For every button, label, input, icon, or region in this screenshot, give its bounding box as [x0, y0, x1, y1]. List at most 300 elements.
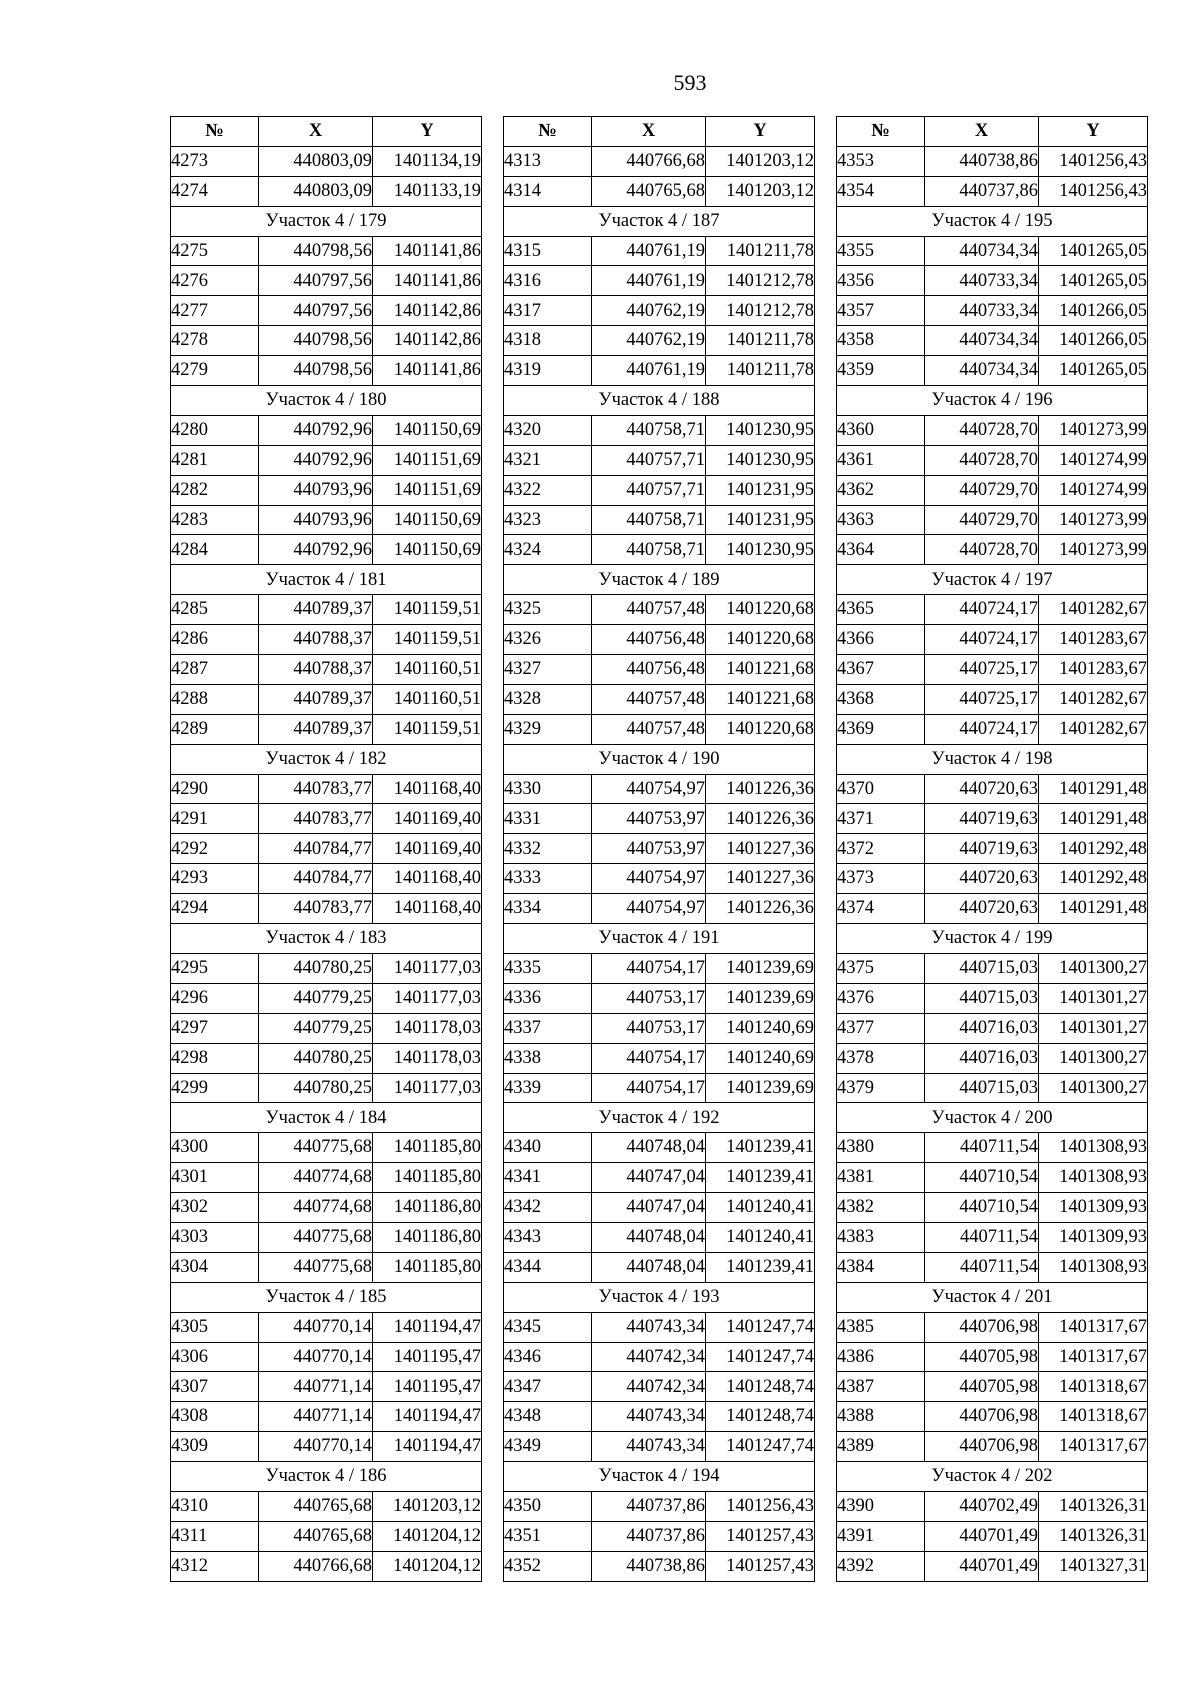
y-coordinate-cell: 1401151,69 [373, 445, 482, 475]
point-number-cell: 4373 [837, 864, 925, 894]
y-coordinate-cell: 1401221,68 [706, 655, 815, 685]
point-number-cell: 4347 [504, 1372, 592, 1402]
x-coordinate-cell: 440719,63 [925, 834, 1039, 864]
section-label: Участок 4 / 181 [171, 565, 482, 595]
x-coordinate-cell: 440725,17 [925, 684, 1039, 714]
table-row [171, 535, 482, 565]
x-coordinate-cell: 440758,71 [592, 415, 706, 445]
point-number-cell: 4287 [171, 655, 259, 685]
y-coordinate-cell: 1401326,31 [1039, 1521, 1148, 1551]
x-coordinate-cell: 440783,77 [259, 804, 373, 834]
table-row [837, 1073, 1148, 1103]
table-row [171, 983, 482, 1013]
point-number-cell: 4365 [837, 595, 925, 625]
table-row [504, 326, 815, 356]
y-coordinate-cell: 1401185,80 [373, 1133, 482, 1163]
point-number-cell: 4379 [837, 1073, 925, 1103]
x-coordinate-cell: 440792,96 [259, 535, 373, 565]
section-label: Участок 4 / 190 [504, 744, 815, 774]
point-number-cell: 4297 [171, 1013, 259, 1043]
point-number-cell: 4306 [171, 1342, 259, 1372]
table-row [837, 1551, 1148, 1581]
point-number-cell: 4358 [837, 326, 925, 356]
point-number-cell: 4302 [171, 1193, 259, 1223]
table-row [837, 684, 1148, 714]
table-row [504, 714, 815, 744]
section-row [171, 924, 482, 954]
table-row [504, 535, 815, 565]
x-coordinate-cell: 440734,34 [925, 326, 1039, 356]
y-coordinate-cell: 1401231,95 [706, 505, 815, 535]
table-row [171, 1432, 482, 1462]
table-row [504, 1013, 815, 1043]
point-number-cell: 4387 [837, 1372, 925, 1402]
table-row [837, 953, 1148, 983]
section-label: Участок 4 / 196 [837, 386, 1148, 416]
section-row [504, 1282, 815, 1312]
y-coordinate-cell: 1401220,68 [706, 595, 815, 625]
point-number-cell: 4284 [171, 535, 259, 565]
point-number-cell: 4346 [504, 1342, 592, 1372]
table-row [837, 415, 1148, 445]
x-coordinate-cell: 440724,17 [925, 625, 1039, 655]
point-number-cell: 4325 [504, 595, 592, 625]
y-coordinate-cell: 1401141,86 [373, 266, 482, 296]
point-number-cell: 4357 [837, 296, 925, 326]
table-row [504, 1222, 815, 1252]
y-coordinate-cell: 1401248,74 [706, 1402, 815, 1432]
x-coordinate-cell: 440742,34 [592, 1372, 706, 1402]
table-row [171, 1491, 482, 1521]
point-number-cell: 4324 [504, 535, 592, 565]
table-row [171, 415, 482, 445]
point-number-cell: 4392 [837, 1551, 925, 1581]
point-number-cell: 4285 [171, 595, 259, 625]
y-coordinate-cell: 1401291,48 [1039, 894, 1148, 924]
table-row [504, 1193, 815, 1223]
y-coordinate-cell: 1401151,69 [373, 475, 482, 505]
x-coordinate-cell: 440757,48 [592, 714, 706, 744]
table-row [171, 1163, 482, 1193]
table-row [837, 1193, 1148, 1223]
point-number-cell: 4339 [504, 1073, 592, 1103]
y-coordinate-cell: 1401283,67 [1039, 655, 1148, 685]
table-row [837, 655, 1148, 685]
point-number-cell: 4304 [171, 1252, 259, 1282]
point-number-cell: 4299 [171, 1073, 259, 1103]
y-coordinate-cell: 1401195,47 [373, 1342, 482, 1372]
y-coordinate-cell: 1401185,80 [373, 1252, 482, 1282]
point-number-cell: 4353 [837, 146, 925, 176]
y-coordinate-cell: 1401203,12 [373, 1491, 482, 1521]
y-coordinate-cell: 1401256,43 [1039, 176, 1148, 206]
y-coordinate-cell: 1401159,51 [373, 625, 482, 655]
x-coordinate-cell: 440780,25 [259, 1043, 373, 1073]
x-coordinate-cell: 440754,97 [592, 774, 706, 804]
table-row [837, 1402, 1148, 1432]
x-coordinate-cell: 440733,34 [925, 296, 1039, 326]
table-row [837, 1013, 1148, 1043]
x-coordinate-cell: 440710,54 [925, 1163, 1039, 1193]
x-coordinate-cell: 440756,48 [592, 625, 706, 655]
x-coordinate-cell: 440775,68 [259, 1133, 373, 1163]
x-coordinate-cell: 440792,96 [259, 415, 373, 445]
y-coordinate-cell: 1401159,51 [373, 714, 482, 744]
table-row [504, 296, 815, 326]
y-coordinate-cell: 1401204,12 [373, 1521, 482, 1551]
table-row [171, 804, 482, 834]
y-coordinate-cell: 1401195,47 [373, 1372, 482, 1402]
table-row [171, 684, 482, 714]
y-coordinate-cell: 1401240,41 [706, 1222, 815, 1252]
table-row [504, 236, 815, 266]
table-row [171, 834, 482, 864]
section-row [171, 1462, 482, 1492]
x-coordinate-cell: 440702,49 [925, 1491, 1039, 1521]
point-number-cell: 4334 [504, 894, 592, 924]
x-coordinate-cell: 440743,34 [592, 1432, 706, 1462]
table-row [504, 834, 815, 864]
point-number-cell: 4332 [504, 834, 592, 864]
y-coordinate-cell: 1401168,40 [373, 894, 482, 924]
table-row [171, 1073, 482, 1103]
point-number-cell: 4281 [171, 445, 259, 475]
point-number-cell: 4356 [837, 266, 925, 296]
table-row [504, 1551, 815, 1581]
point-number-cell: 4391 [837, 1521, 925, 1551]
y-coordinate-cell: 1401212,78 [706, 296, 815, 326]
coordinates-table-2 [503, 116, 815, 1582]
point-number-cell: 4345 [504, 1312, 592, 1342]
y-coordinate-cell: 1401317,67 [1039, 1312, 1148, 1342]
table-row [837, 505, 1148, 535]
table-row [504, 595, 815, 625]
y-coordinate-cell: 1401226,36 [706, 804, 815, 834]
section-label: Участок 4 / 180 [171, 386, 482, 416]
section-row [837, 1462, 1148, 1492]
y-coordinate-cell: 1401247,74 [706, 1342, 815, 1372]
point-number-cell: 4326 [504, 625, 592, 655]
table-row [171, 1222, 482, 1252]
y-coordinate-cell: 1401178,03 [373, 1013, 482, 1043]
y-coordinate-cell: 1401133,19 [373, 176, 482, 206]
y-coordinate-cell: 1401169,40 [373, 834, 482, 864]
y-coordinate-cell: 1401256,43 [1039, 146, 1148, 176]
x-coordinate-cell: 440797,56 [259, 266, 373, 296]
x-coordinate-cell: 440771,14 [259, 1372, 373, 1402]
y-coordinate-cell: 1401203,12 [706, 146, 815, 176]
section-row [504, 386, 815, 416]
y-coordinate-cell: 1401292,48 [1039, 864, 1148, 894]
x-coordinate-cell: 440716,03 [925, 1043, 1039, 1073]
table-row [171, 1013, 482, 1043]
x-coordinate-cell: 440783,77 [259, 774, 373, 804]
point-number-cell: 4274 [171, 176, 259, 206]
point-number-cell: 4290 [171, 774, 259, 804]
point-number-cell: 4344 [504, 1252, 592, 1282]
table-row [171, 1312, 482, 1342]
point-number-cell: 4371 [837, 804, 925, 834]
section-label: Участок 4 / 198 [837, 744, 1148, 774]
x-coordinate-cell: 440701,49 [925, 1521, 1039, 1551]
x-coordinate-cell: 440758,71 [592, 505, 706, 535]
table-row [504, 146, 815, 176]
point-number-cell: 4385 [837, 1312, 925, 1342]
table-row [504, 1342, 815, 1372]
y-coordinate-cell: 1401159,51 [373, 595, 482, 625]
point-number-cell: 4286 [171, 625, 259, 655]
point-number-cell: 4314 [504, 176, 592, 206]
point-number-cell: 4276 [171, 266, 259, 296]
y-coordinate-cell: 1401283,67 [1039, 625, 1148, 655]
point-number-cell: 4388 [837, 1402, 925, 1432]
page-number: 593 [673, 70, 707, 95]
point-number-cell: 4383 [837, 1222, 925, 1252]
y-coordinate-cell: 1401239,41 [706, 1163, 815, 1193]
table-row [504, 356, 815, 386]
table-row [504, 1432, 815, 1462]
table-row [171, 1402, 482, 1432]
section-row [504, 1103, 815, 1133]
y-coordinate-cell: 1401265,05 [1039, 266, 1148, 296]
x-coordinate-cell: 440747,04 [592, 1163, 706, 1193]
header-row [837, 117, 1148, 147]
point-number-cell: 4273 [171, 146, 259, 176]
x-coordinate-cell: 440761,19 [592, 356, 706, 386]
table-row [504, 625, 815, 655]
section-row [837, 1103, 1148, 1133]
x-coordinate-cell: 440733,34 [925, 266, 1039, 296]
x-coordinate-cell: 440753,97 [592, 804, 706, 834]
table-row [504, 983, 815, 1013]
x-coordinate-cell: 440803,09 [259, 146, 373, 176]
section-label: Участок 4 / 200 [837, 1103, 1148, 1133]
x-coordinate-cell: 440711,54 [925, 1133, 1039, 1163]
point-number-cell: 4298 [171, 1043, 259, 1073]
x-coordinate-cell: 440780,25 [259, 1073, 373, 1103]
y-coordinate-cell: 1401220,68 [706, 625, 815, 655]
table-row [171, 1252, 482, 1282]
table-row [837, 266, 1148, 296]
x-coordinate-cell: 440792,96 [259, 445, 373, 475]
table-row [837, 894, 1148, 924]
y-coordinate-cell: 1401308,93 [1039, 1133, 1148, 1163]
point-number-cell: 4369 [837, 714, 925, 744]
point-number-cell: 4313 [504, 146, 592, 176]
table-row [504, 1252, 815, 1282]
header-x: X [925, 117, 1039, 147]
table-row [837, 625, 1148, 655]
table-row [837, 296, 1148, 326]
x-coordinate-cell: 440753,17 [592, 1013, 706, 1043]
y-coordinate-cell: 1401291,48 [1039, 774, 1148, 804]
y-coordinate-cell: 1401266,05 [1039, 296, 1148, 326]
x-coordinate-cell: 440803,09 [259, 176, 373, 206]
point-number-cell: 4310 [171, 1491, 259, 1521]
point-number-cell: 4374 [837, 894, 925, 924]
point-number-cell: 4331 [504, 804, 592, 834]
coordinates-table-1 [170, 116, 482, 1582]
table-row [504, 804, 815, 834]
y-coordinate-cell: 1401211,78 [706, 236, 815, 266]
y-coordinate-cell: 1401212,78 [706, 266, 815, 296]
y-coordinate-cell: 1401227,36 [706, 864, 815, 894]
x-coordinate-cell: 440710,54 [925, 1193, 1039, 1223]
table-row [171, 1133, 482, 1163]
x-coordinate-cell: 440788,37 [259, 625, 373, 655]
point-number-cell: 4338 [504, 1043, 592, 1073]
point-number-cell: 4380 [837, 1133, 925, 1163]
table-row [837, 864, 1148, 894]
point-number-cell: 4300 [171, 1133, 259, 1163]
table-row [837, 804, 1148, 834]
y-coordinate-cell: 1401226,36 [706, 894, 815, 924]
y-coordinate-cell: 1401248,74 [706, 1372, 815, 1402]
y-coordinate-cell: 1401291,48 [1039, 804, 1148, 834]
y-coordinate-cell: 1401309,93 [1039, 1222, 1148, 1252]
table-row [171, 266, 482, 296]
point-number-cell: 4312 [171, 1551, 259, 1581]
x-coordinate-cell: 440738,86 [925, 146, 1039, 176]
point-number-cell: 4301 [171, 1163, 259, 1193]
point-number-cell: 4295 [171, 953, 259, 983]
y-coordinate-cell: 1401203,12 [706, 176, 815, 206]
point-number-cell: 4378 [837, 1043, 925, 1073]
section-row [171, 1103, 482, 1133]
y-coordinate-cell: 1401300,27 [1039, 953, 1148, 983]
table-row [837, 1312, 1148, 1342]
point-number-cell: 4288 [171, 684, 259, 714]
x-coordinate-cell: 440716,03 [925, 1013, 1039, 1043]
y-coordinate-cell: 1401256,43 [706, 1491, 815, 1521]
y-coordinate-cell: 1401239,69 [706, 983, 815, 1013]
x-coordinate-cell: 440706,98 [925, 1432, 1039, 1462]
section-row [837, 206, 1148, 236]
y-coordinate-cell: 1401141,86 [373, 236, 482, 266]
x-coordinate-cell: 440780,25 [259, 953, 373, 983]
y-coordinate-cell: 1401186,80 [373, 1222, 482, 1252]
table-row [837, 1491, 1148, 1521]
x-coordinate-cell: 440729,70 [925, 475, 1039, 505]
x-coordinate-cell: 440705,98 [925, 1372, 1039, 1402]
x-coordinate-cell: 440766,68 [259, 1551, 373, 1581]
x-coordinate-cell: 440715,03 [925, 953, 1039, 983]
y-coordinate-cell: 1401318,67 [1039, 1402, 1148, 1432]
point-number-cell: 4381 [837, 1163, 925, 1193]
x-coordinate-cell: 440701,49 [925, 1551, 1039, 1581]
y-coordinate-cell: 1401265,05 [1039, 356, 1148, 386]
y-coordinate-cell: 1401230,95 [706, 445, 815, 475]
y-coordinate-cell: 1401257,43 [706, 1521, 815, 1551]
x-coordinate-cell: 440747,04 [592, 1193, 706, 1223]
section-row [837, 744, 1148, 774]
point-number-cell: 4280 [171, 415, 259, 445]
header-x: X [592, 117, 706, 147]
table-row [504, 1043, 815, 1073]
point-number-cell: 4283 [171, 505, 259, 535]
x-coordinate-cell: 440728,70 [925, 535, 1039, 565]
section-label: Участок 4 / 188 [504, 386, 815, 416]
point-number-cell: 4360 [837, 415, 925, 445]
table-row [171, 146, 482, 176]
x-coordinate-cell: 440754,97 [592, 894, 706, 924]
x-coordinate-cell: 440724,17 [925, 595, 1039, 625]
section-label: Участок 4 / 192 [504, 1103, 815, 1133]
section-row [837, 565, 1148, 595]
point-number-cell: 4309 [171, 1432, 259, 1462]
table-row [504, 953, 815, 983]
table-row [171, 1521, 482, 1551]
section-row [504, 924, 815, 954]
table-row [837, 774, 1148, 804]
y-coordinate-cell: 1401204,12 [373, 1551, 482, 1581]
y-coordinate-cell: 1401177,03 [373, 983, 482, 1013]
point-number-cell: 4296 [171, 983, 259, 1013]
x-coordinate-cell: 440775,68 [259, 1222, 373, 1252]
x-coordinate-cell: 440762,19 [592, 326, 706, 356]
x-coordinate-cell: 440743,34 [592, 1402, 706, 1432]
table-row [171, 864, 482, 894]
table-row [504, 1402, 815, 1432]
point-number-cell: 4362 [837, 475, 925, 505]
table-row [837, 714, 1148, 744]
table-row [171, 445, 482, 475]
point-number-cell: 4291 [171, 804, 259, 834]
x-coordinate-cell: 440754,17 [592, 953, 706, 983]
section-row [504, 1462, 815, 1492]
table-row [504, 1372, 815, 1402]
section-label: Участок 4 / 193 [504, 1282, 815, 1312]
coordinates-table-3 [836, 116, 1148, 1582]
table-row [504, 894, 815, 924]
x-coordinate-cell: 440711,54 [925, 1252, 1039, 1282]
y-coordinate-cell: 1401247,74 [706, 1432, 815, 1462]
table-row [171, 625, 482, 655]
x-coordinate-cell: 440774,68 [259, 1163, 373, 1193]
point-number-cell: 4372 [837, 834, 925, 864]
section-row [837, 924, 1148, 954]
point-number-cell: 4337 [504, 1013, 592, 1043]
section-row [171, 206, 482, 236]
y-coordinate-cell: 1401168,40 [373, 774, 482, 804]
y-coordinate-cell: 1401282,67 [1039, 595, 1148, 625]
table-row [837, 475, 1148, 505]
x-coordinate-cell: 440734,34 [925, 356, 1039, 386]
y-coordinate-cell: 1401317,67 [1039, 1432, 1148, 1462]
table-row [837, 1252, 1148, 1282]
x-coordinate-cell: 440789,37 [259, 684, 373, 714]
x-coordinate-cell: 440715,03 [925, 1073, 1039, 1103]
table-row [171, 894, 482, 924]
x-coordinate-cell: 440715,03 [925, 983, 1039, 1013]
x-coordinate-cell: 440784,77 [259, 864, 373, 894]
y-coordinate-cell: 1401178,03 [373, 1043, 482, 1073]
section-row [837, 386, 1148, 416]
table-row [171, 475, 482, 505]
table-row [837, 1222, 1148, 1252]
x-coordinate-cell: 440756,48 [592, 655, 706, 685]
x-coordinate-cell: 440761,19 [592, 266, 706, 296]
x-coordinate-cell: 440742,34 [592, 1342, 706, 1372]
point-number-cell: 4366 [837, 625, 925, 655]
y-coordinate-cell: 1401230,95 [706, 535, 815, 565]
x-coordinate-cell: 440765,68 [259, 1521, 373, 1551]
section-label: Участок 4 / 184 [171, 1103, 482, 1133]
table-row [837, 176, 1148, 206]
y-coordinate-cell: 1401239,41 [706, 1133, 815, 1163]
y-coordinate-cell: 1401292,48 [1039, 834, 1148, 864]
x-coordinate-cell: 440789,37 [259, 714, 373, 744]
